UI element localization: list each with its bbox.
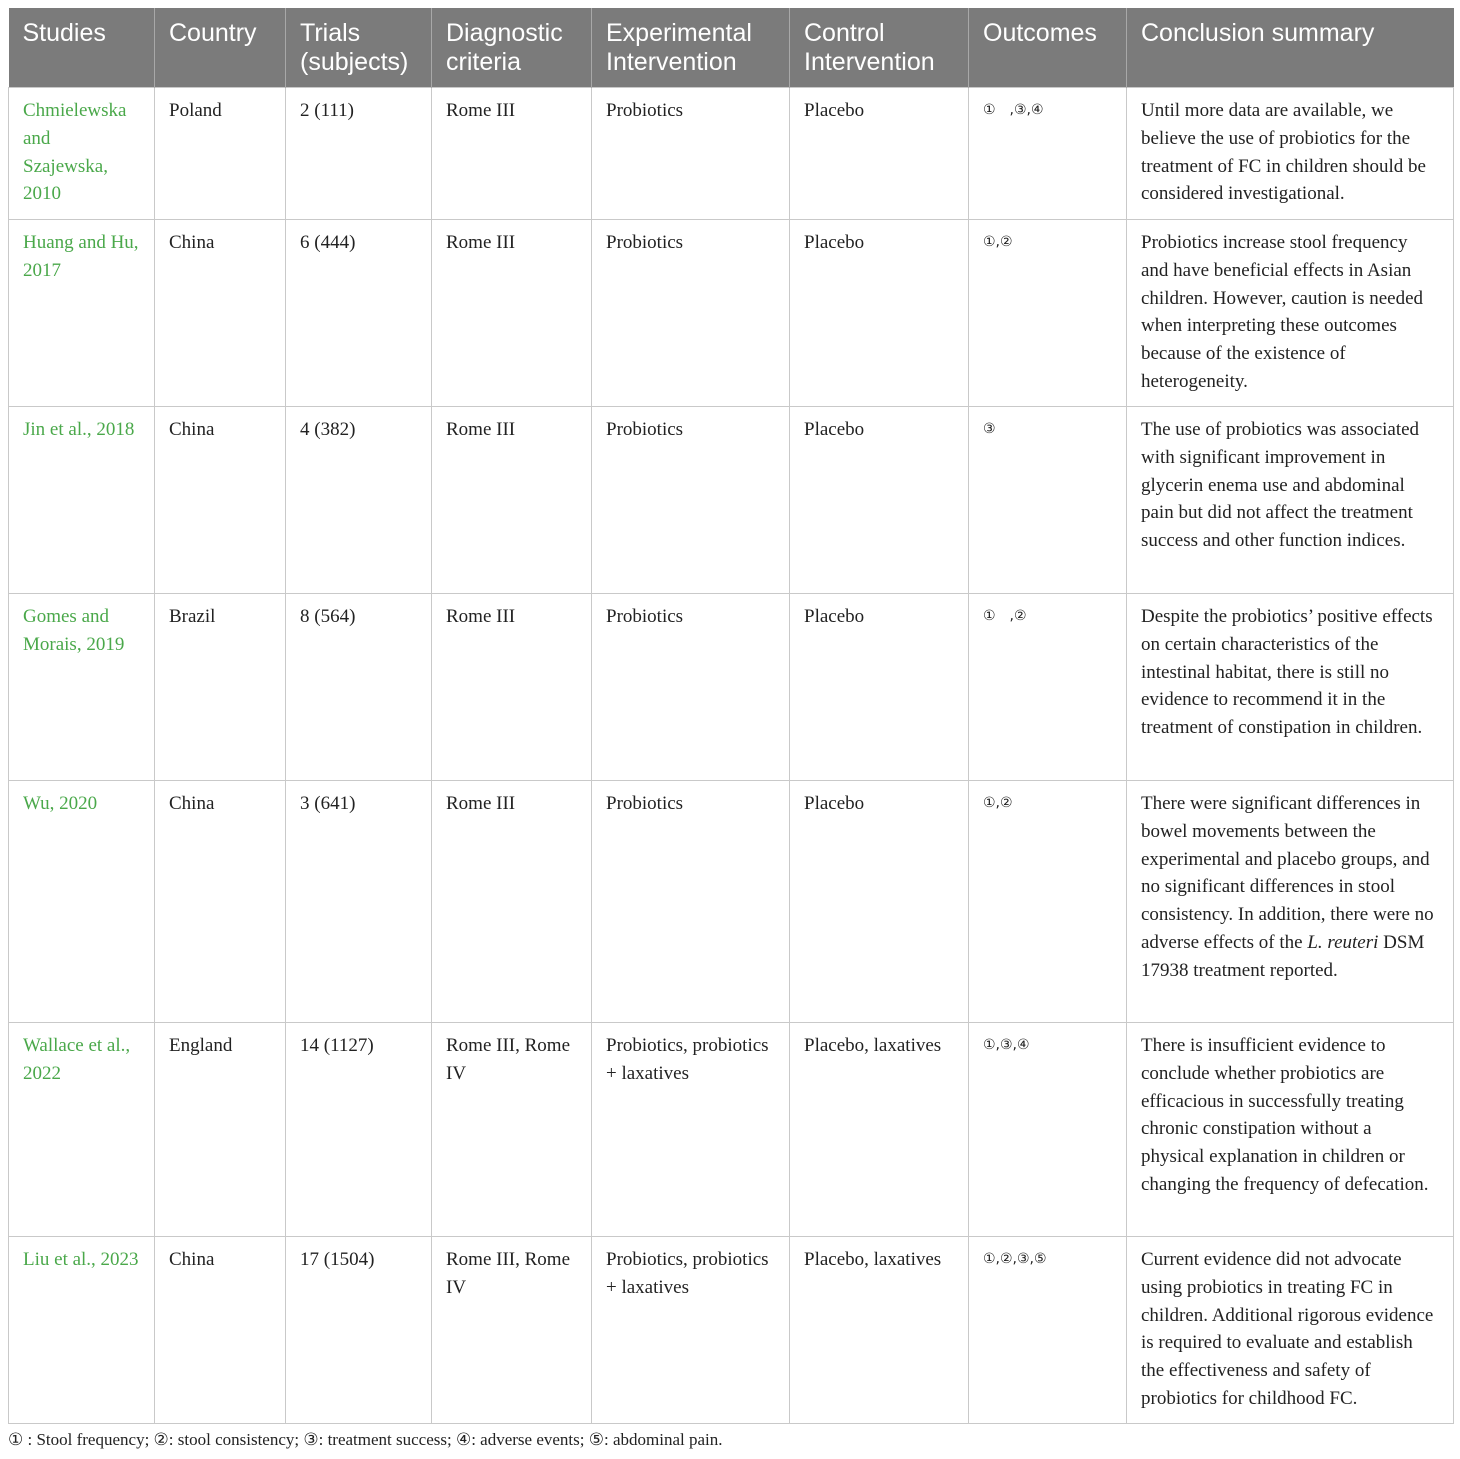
country-cell: China — [155, 781, 286, 1023]
study-cell[interactable] — [9, 781, 155, 1023]
outcomes-cell: ①,③,④ — [969, 1023, 1127, 1237]
conclusion-cell: Until more data are available, we believe the use of probiotics for the treatment of FC in children should be considered investigational. — [1127, 88, 1454, 220]
control-cell: Placebo, laxatives — [790, 1023, 969, 1237]
header-diagnostic-criteria: Diagnostic criteria — [432, 8, 592, 88]
outcomes-cell: ①,② — [969, 781, 1127, 1023]
outcomes-cell: ③ — [969, 407, 1127, 594]
criteria-cell: Rome III — [432, 407, 592, 594]
table-row — [9, 781, 1454, 1023]
conclusion-cell — [1127, 781, 1454, 1023]
control-cell: Placebo — [790, 220, 969, 407]
header-conclusion-summary: Conclusion summary — [1127, 8, 1454, 88]
table-row — [9, 1237, 1454, 1424]
outcomes-cell: ①,② — [969, 220, 1127, 407]
country-cell: China — [155, 1237, 286, 1424]
header-row — [9, 8, 1454, 88]
header-control-intervention: Control Intervention — [790, 8, 969, 88]
study-link[interactable]: Chmielewska and Szajewska, 2010 — [23, 100, 127, 205]
table-row — [9, 594, 1454, 781]
control-cell: Placebo — [790, 781, 969, 1023]
country-cell: England — [155, 1023, 286, 1237]
header-country: Country — [155, 8, 286, 88]
table-row — [9, 88, 1454, 220]
control-cell: Placebo — [790, 594, 969, 781]
study-link[interactable]: Liu et al., 2023 — [23, 1249, 139, 1270]
outcomes-cell: ① ,② — [969, 594, 1127, 781]
study-cell[interactable] — [9, 594, 155, 781]
conclusion-cell: Despite the probiotics’ positive effects on certain characteristics of the intestinal habitat, there is still no evidence to recommend it in the treatment of constipation in children. — [1127, 594, 1454, 781]
conclusion-cell: Current evidence did not advocate using probiotics in treating FC in children. Additional rigorous evidence is required to evaluate and establish the effectiveness and safety of probiotics for childhood FC. — [1127, 1237, 1454, 1424]
table-row — [9, 407, 1454, 594]
criteria-cell: Rome III — [432, 594, 592, 781]
experimental-cell: Probiotics — [592, 88, 790, 220]
trials-cell: 2 (111) — [286, 88, 432, 220]
table-row — [9, 1023, 1454, 1237]
table-footnote: ① : Stool frequency; ②: stool consistency; ③: treatment success; ④: adverse events; ⑤: abdominal pain. — [8, 1430, 723, 1449]
country-cell: Brazil — [155, 594, 286, 781]
control-cell: Placebo — [790, 407, 969, 594]
header-studies: Studies — [9, 8, 155, 88]
experimental-cell: Probiotics — [592, 220, 790, 407]
control-cell: Placebo — [790, 88, 969, 220]
species-name: L. reuteri — [1307, 931, 1379, 953]
experimental-cell: Probiotics, probiotics + laxatives — [592, 1237, 790, 1424]
study-link[interactable]: Wu, 2020 — [23, 793, 98, 814]
header-experimental-intervention: Experimental Intervention — [592, 8, 790, 88]
conclusion-text: DSM 17938 treatment reported. — [1141, 931, 1425, 981]
header-outcomes: Outcomes — [969, 8, 1127, 88]
experimental-cell: Probiotics — [592, 594, 790, 781]
conclusion-cell: The use of probiotics was associated with significant improvement in glycerin enema use and abdominal pain but did not affect the treatment success and other function indices. — [1127, 407, 1454, 594]
study-link[interactable]: Wallace et al., 2022 — [23, 1035, 131, 1084]
study-link[interactable]: Jin et al., 2018 — [23, 419, 135, 440]
experimental-cell: Probiotics, probiotics + laxatives — [592, 1023, 790, 1237]
trials-cell: 8 (564) — [286, 594, 432, 781]
study-link[interactable]: Gomes and Morais, 2019 — [23, 606, 125, 655]
header-trials: Trials (subjects) — [286, 8, 432, 88]
criteria-cell: Rome III — [432, 220, 592, 407]
experimental-cell: Probiotics — [592, 407, 790, 594]
outcomes-cell: ① ,③,④ — [969, 88, 1127, 220]
conclusion-text: There were significant differences in bowel movements between the experimental and placebo groups, and no significant differences in stool consistency. In addition, there were no adverse effects of the — [1141, 793, 1434, 953]
trials-cell: 4 (382) — [286, 407, 432, 594]
country-cell: China — [155, 220, 286, 407]
criteria-cell: Rome III — [432, 781, 592, 1023]
trials-cell: 17 (1504) — [286, 1237, 432, 1424]
outcomes-cell: ①,②,③,⑤ — [969, 1237, 1127, 1424]
study-cell[interactable] — [9, 88, 155, 220]
study-link[interactable]: Huang and Hu, 2017 — [23, 232, 139, 281]
trials-cell: 6 (444) — [286, 220, 432, 407]
trials-cell: 3 (641) — [286, 781, 432, 1023]
criteria-cell: Rome III, Rome IV — [432, 1023, 592, 1237]
criteria-cell: Rome III, Rome IV — [432, 1237, 592, 1424]
conclusion-cell: Probiotics increase stool frequency and have beneficial effects in Asian children. However, caution is needed when interpreting these outcomes because of the existence of heterogeneity. — [1127, 220, 1454, 407]
control-cell: Placebo, laxatives — [790, 1237, 969, 1424]
conclusion-cell: There is insufficient evidence to conclude whether probiotics are efficacious in successfully treating chronic constipation without a physical explanation in children or changing the frequency of defecation. — [1127, 1023, 1454, 1237]
table-row — [9, 220, 1454, 407]
study-cell[interactable] — [9, 1023, 155, 1237]
study-cell[interactable] — [9, 220, 155, 407]
studies-table — [8, 8, 1454, 1424]
criteria-cell: Rome III — [432, 88, 592, 220]
country-cell: China — [155, 407, 286, 594]
study-cell[interactable] — [9, 1237, 155, 1424]
trials-cell: 14 (1127) — [286, 1023, 432, 1237]
experimental-cell: Probiotics — [592, 781, 790, 1023]
study-cell[interactable] — [9, 407, 155, 594]
country-cell: Poland — [155, 88, 286, 220]
